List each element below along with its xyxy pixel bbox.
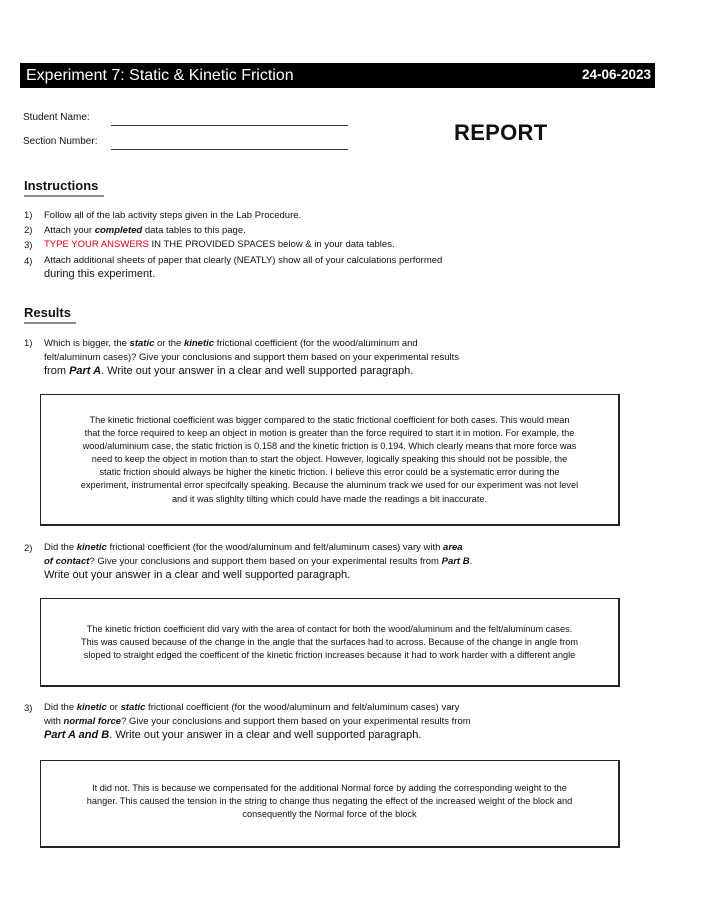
student-name-field[interactable] <box>111 125 348 126</box>
question-2-line-2: of contact? Give your conclusions and support them based on your experimental results from Part B. <box>44 556 473 567</box>
answer-3-text: It did not. This is because we compensated for the additional Normal force by adding the corresponding weight to the hanger. This caused the tension in the string to change thus negating the effect of the increased weight of the block and consequently the Normal force of the block <box>86 783 573 820</box>
heading-underline <box>24 322 76 324</box>
instruction-item-continued: during this experiment. <box>44 268 156 280</box>
question-3-line-2: with normal force? Give your conclusions and support them based on your experimental results from <box>44 716 471 727</box>
question-1-line-2: felt/aluminum cases)? Give your conclusions and support them based on your experimental results <box>44 352 460 363</box>
answer-2-text: The kinetic friction coefficient did vary with the area of contact for both the wood/aluminum and the felt/aluminum cases. This was caused because of the change in the angle that the surfaces had to across. Because of the change in angle from sloped to straight edged the coefficent of the kinetic friction increases because it had to work harder with a different angle <box>81 624 578 661</box>
list-number: 2) <box>24 543 33 554</box>
student-name-label: Student Name: <box>23 112 90 123</box>
instruction-item: TYPE YOUR ANSWERS IN THE PROVIDED SPACES below & in your data tables. <box>44 239 395 250</box>
results-heading: Results <box>24 305 71 320</box>
question-1-line-1: Which is bigger, the static or the kinetic frictional coefficient (for the wood/aluminum and <box>44 338 418 349</box>
title-bar <box>20 63 655 88</box>
heading-underline <box>24 195 104 197</box>
instruction-item: Follow all of the lab activity steps given in the Lab Procedure. <box>44 210 302 221</box>
list-number: 2) <box>24 225 33 236</box>
experiment-title: Experiment 7: Static & Kinetic Friction <box>26 67 294 84</box>
list-number: 4) <box>24 256 33 267</box>
report-date: 24-06-2023 <box>581 67 651 82</box>
section-number-label: Section Number: <box>23 136 98 147</box>
question-2-line-1: Did the kinetic frictional coefficient (for the wood/aluminum and felt/aluminum cases) vary with area <box>44 542 463 553</box>
instructions-heading: Instructions <box>24 178 99 193</box>
answer-box-1[interactable] <box>40 394 620 526</box>
list-number: 1) <box>24 338 33 349</box>
list-number: 1) <box>24 210 33 221</box>
question-1-line-3: from Part A. Write out your answer in a clear and well supported paragraph. <box>44 365 414 377</box>
answer-box-3[interactable] <box>40 760 620 848</box>
answer-box-2[interactable] <box>40 598 620 687</box>
report-heading: REPORT <box>454 120 548 145</box>
instruction-item: Attach your completed data tables to this page. <box>44 225 246 236</box>
question-3-line-3: Part A and B. Write out your answer in a clear and well supported paragraph. <box>44 729 422 741</box>
section-number-field[interactable] <box>111 149 348 150</box>
question-2-line-3: Write out your answer in a clear and well supported paragraph. <box>44 569 351 581</box>
question-3-line-1: Did the kinetic or static frictional coefficient (for the wood/aluminum and felt/aluminum cases) vary <box>44 702 460 713</box>
list-number: 3) <box>24 703 33 714</box>
list-number: 3) <box>24 240 33 251</box>
answer-1-text: The kinetic frictional coefficient was bigger compared to the static frictional coefficient for both cases. This would mean that the force required to keep an object in motion is greater than the force required to start it in motion. For example, the wood/aluminium case, the static friction is 0.158 and the kinetic friction is 0.194. Which clearly means that more force was need to keep the object in motion than to start the object. However, logically speaking this should not be possible, the static friction should always be higher the kinetic friction. I believe this error could be a systematic error during the experiment, instrumental error specifcally speaking. Because the aluminum track we used for our experiment was not level and it was slighlty tilting which could have made the readings a bit inaccurate. <box>80 415 579 504</box>
instruction-item: Attach additional sheets of paper that clearly (NEATLY) show all of your calculations performed <box>44 255 443 266</box>
